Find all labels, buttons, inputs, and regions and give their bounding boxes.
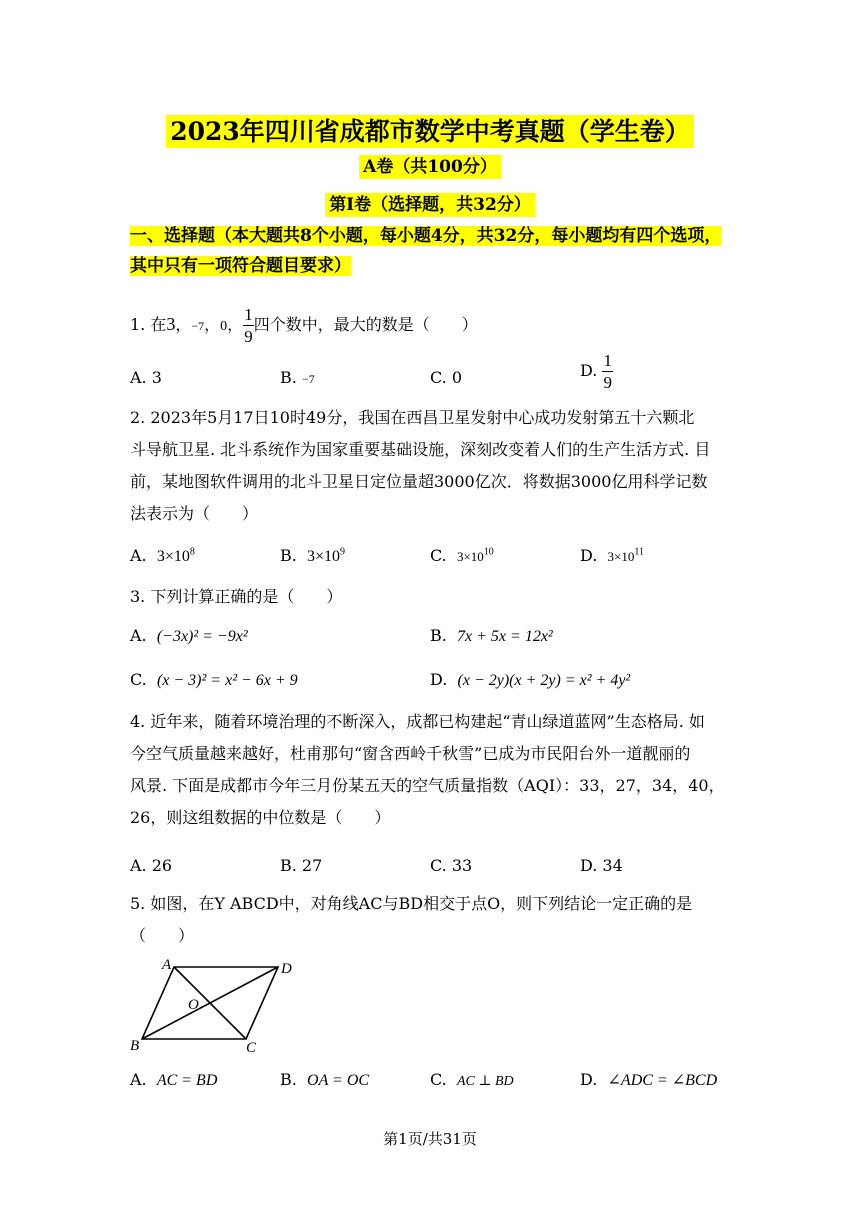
question-5-stem: 5. 如图，在Y ABCD中，对角线AC与BD相交于点O，则下列结论一定正确的是 （ ） (130, 894, 693, 945)
diagonal-bd (142, 967, 278, 1039)
q1-option-d: D. $\frac{1}{9}$ (580, 351, 612, 392)
vertex-label-c: C (246, 1040, 257, 1055)
q1-option-c: C. 0 (430, 368, 463, 387)
part-one-heading: 第I卷（选择题，共32分） (0, 190, 860, 215)
question-1-stem: 1. 在3，−7，0， $\frac{1}{9}$ 四个数中，最大的数是（ ） (130, 305, 478, 346)
q3-option-d: D. (x − 2y)(x + 2y) = x² + 4y² (430, 670, 631, 689)
question-2-stem: 2. 2023年5月17日10时49分，我国在西昌卫星发射中心成功发射第五十六颗北 斗导航卫星. 北斗系统作为国家重要基础设施，深刻改变着人们的生产生活方式. 目 前，某地图软件调用的北斗卫星日定位量超3000亿次．将数据3000亿用科学记数 法表示为（ ） (130, 408, 711, 523)
section-a-heading: A卷（共100分） (0, 152, 860, 177)
q5-option-c: C. AC ⊥ BD (430, 1070, 514, 1089)
q3-option-a: A. (−3x)² = −9x² (130, 626, 248, 645)
center-label-o: O (188, 997, 199, 1013)
q2-option-d: D. $3\times 10^{11}$ (580, 546, 644, 565)
q2-option-b: B. $3\times 10^9$ (280, 546, 346, 565)
fraction-one-ninth: $\frac{1}{9}$ (603, 351, 612, 392)
question-3-stem: 3. 下列计算正确的是（ ） (130, 587, 343, 606)
q4-option-d: D. 34 (580, 856, 623, 875)
q4-option-a: A. 26 (130, 856, 173, 875)
parallelogram-figure (128, 955, 308, 1055)
q2-option-a: A. $3\times 10^8$ (130, 546, 195, 565)
section-instructions: 一、选择题（本大题共8个小题，每小题4分，共32分，每小题均有四个选项， 其中只有一项符合题目要求） (130, 226, 722, 276)
q5-option-b: B. OA = OC (280, 1070, 370, 1089)
q3-option-c: C. (x − 3)² = x² − 6x + 9 (130, 670, 298, 689)
q4-option-c: C. 33 (430, 856, 473, 875)
q2-option-c: C. $3\times 10^{10}$ (430, 546, 494, 565)
q1-option-b: B. −7 (280, 368, 315, 387)
q4-option-b: B. 27 (280, 856, 323, 875)
q5-option-d: D. ∠ADC = ∠BCD (580, 1070, 718, 1089)
question-4-stem: 4. 近年来，随着环境治理的不断深入，成都已构建起“青山绿道蓝网”生态格局. 如 今空气质量越来越好，杜甫那句“窗含西岭千秋雪”已成为市民阳台外一道靓丽的 风景. 下面是成都市今年三月份某五天的空气质量指数（AQI）：33，27，34，40， 26，则这组数据的中位数是（ ） (130, 712, 725, 827)
vertex-label-b: B (130, 1038, 140, 1054)
exam-title: 2023年四川省成都市数学中考真题（学生卷） (0, 112, 860, 148)
vertex-label-d: D (281, 961, 292, 977)
page-number-footer: 第1页/共31页 (383, 1130, 477, 1148)
fraction-one-ninth: $\frac{1}{9}$ (244, 305, 253, 346)
q5-option-a: A. AC = BD (130, 1070, 218, 1089)
vertex-label-a: A (162, 957, 172, 973)
q3-option-b: B. 7x + 5x = 12x² (430, 626, 553, 645)
q1-option-a: A. 3 (130, 368, 162, 387)
